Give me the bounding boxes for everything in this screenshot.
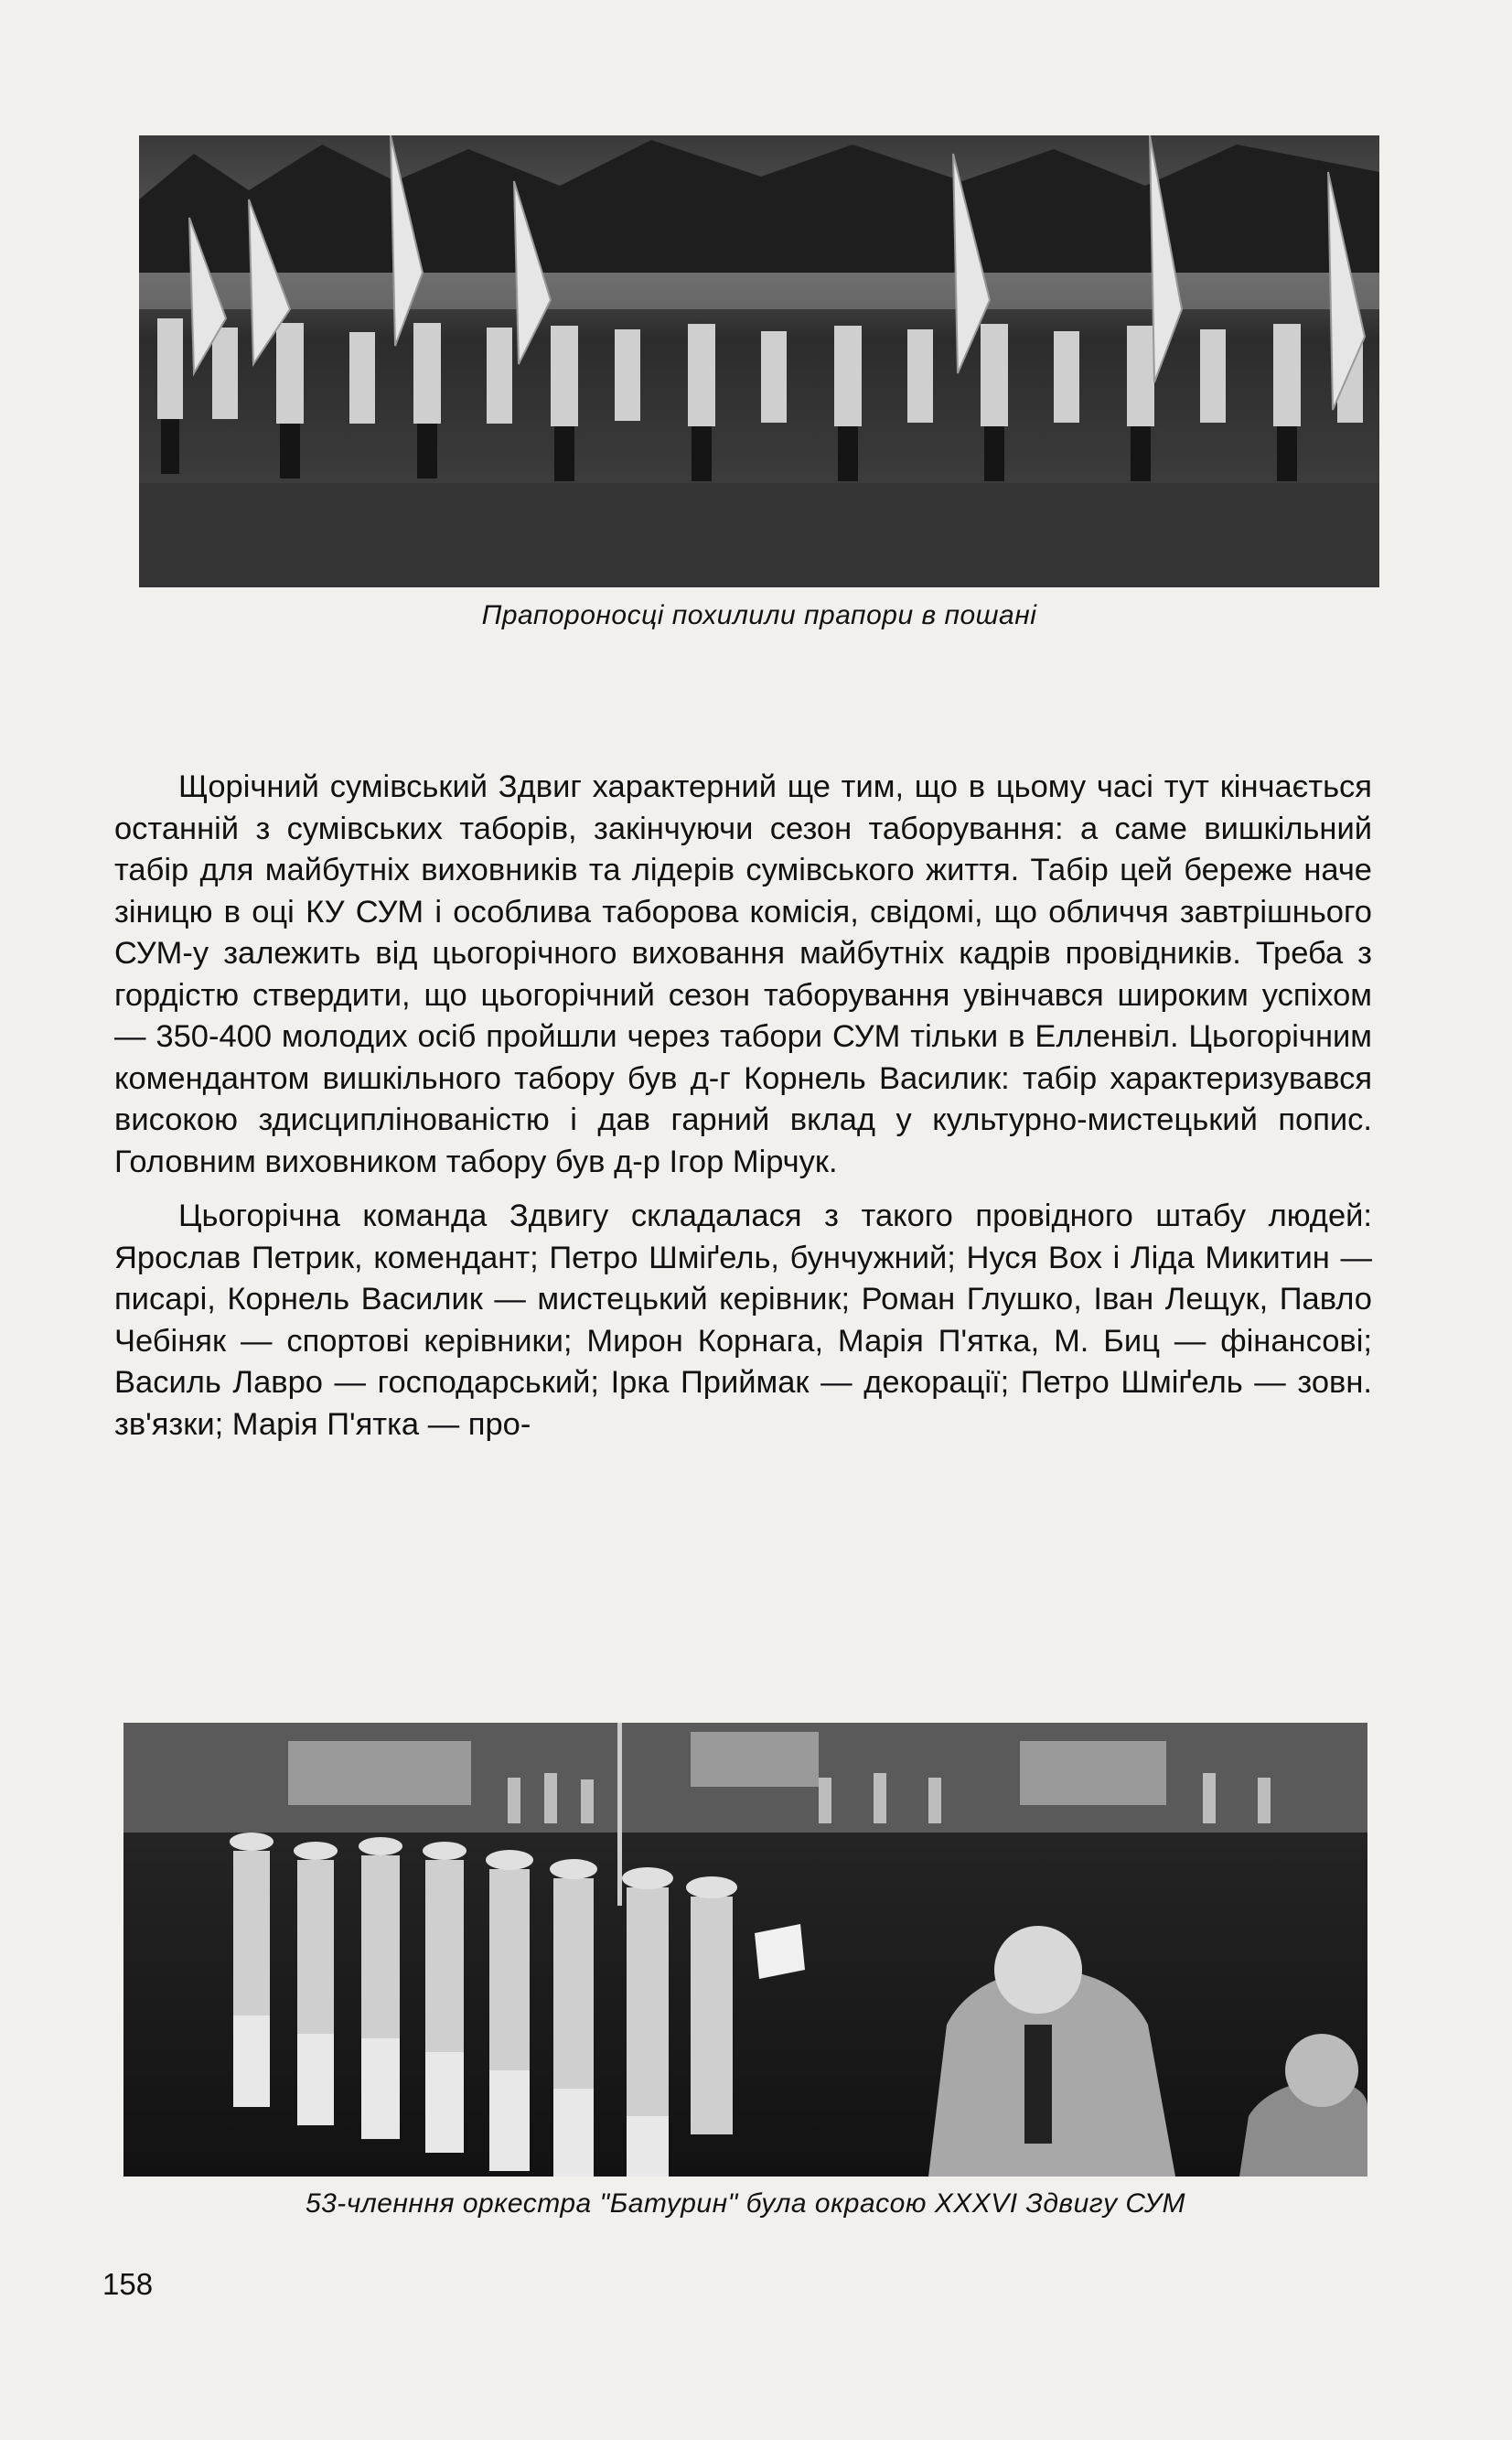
photo-flag-bearers xyxy=(139,135,1379,587)
body-text xyxy=(114,767,1372,1446)
photo-caption-top: Прапороносці похилили прапори в пошані xyxy=(481,600,1037,630)
paragraph: Цьогорічна команда Здвигу складалася з такого провідного штабу людей: Ярослав Петрик, комендант; Петро Шміґель, бунчужний; Нуся Вох і Ліда Микитин — писарі, Корнель Василик — мистецький керівник; Роман Глушко, Іван Лещук, Павло Чебіняк — спортові керівники; Мирон Корнага, Марія П'ятка, М. Биц — фінансові; Василь Лавро — господарський; Ірка Приймак — декорації; Петро Шміґель — зовн. зв'язки; Марія П'ятка — про- xyxy=(114,1199,1372,1442)
page-number: 158 xyxy=(102,2267,154,2301)
photo-orchestra xyxy=(123,1723,1367,2177)
photo-caption-bottom: 53-членння оркестра "Батурин" була окрасою XXXVI Здвигу СУМ xyxy=(305,2188,1186,2219)
paragraph: Щорічний сумівський Здвиг характерний ще тим, що в цьому часі тут кінчається останній з сумівських таборів, закінчуючи сезон таборування: а саме вишкільний табір для майбутніх виховників та лідерів сумівського життя. Табір цей береже наче зіницю в оці КУ СУМ і особлива таборова комісія, свідомі, що обличчя завтрішнього СУМ-у залежить від цьогорічного виховання майбутніх кадрів провідників. Треба з гордістю ствердити, що цьогорічний сезон таборування увінчався широким успіхом — 350-400 молодих осіб пройшли через табори СУМ тільки в Елленвіл. Цьогорічним комендантом вишкільного табору був д-г Корнель Василик: табір характеризувався високою здисциплінованістю і дав гарний вклад у культурно-мистецький попис. Головним виховником табору був д-р Ігор Мірчук. xyxy=(114,769,1372,1179)
